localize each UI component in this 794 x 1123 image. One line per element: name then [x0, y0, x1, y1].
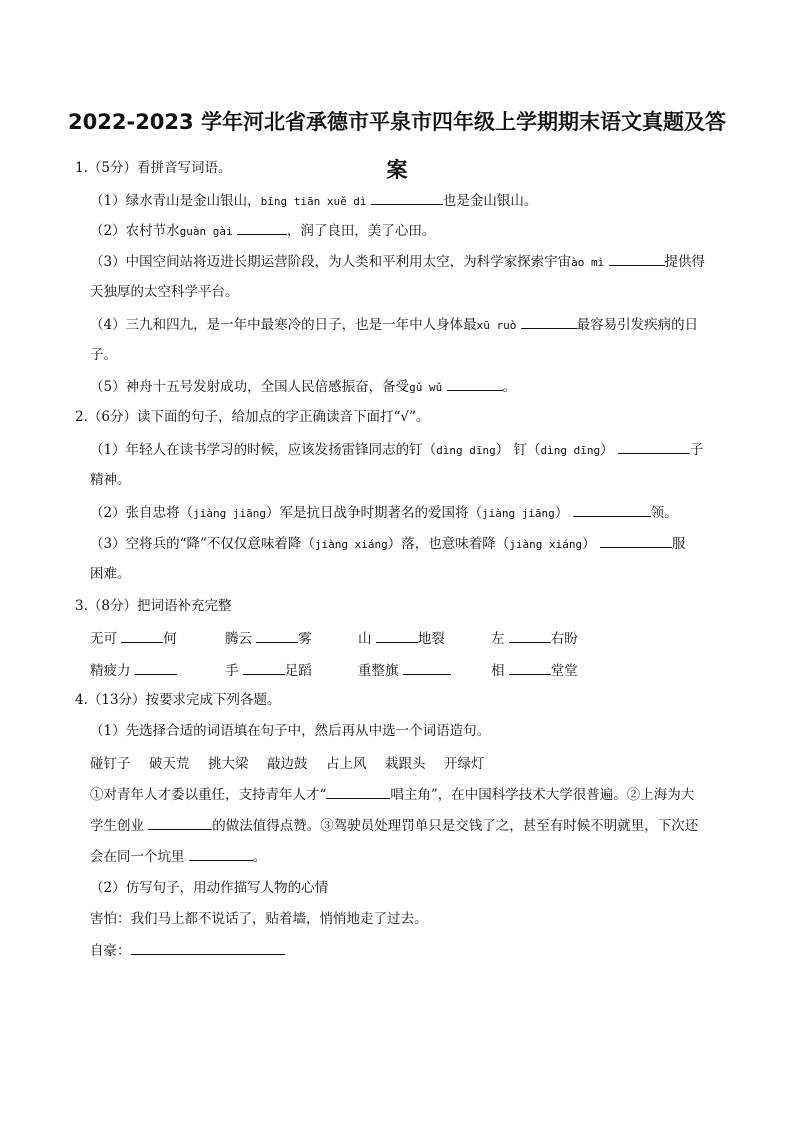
q2-item-1-text-end: 子 — [689, 442, 704, 458]
q3-cell-post: 堂堂 — [550, 663, 578, 679]
q1-item-3-pinyin: ào mì — [571, 256, 605, 269]
q4-s1-text: ①对青年人才委以重任，支持青年人才“ — [90, 787, 327, 803]
title-line-1: 2022-2023 学年河北省承德市平泉市四年级上学期期末语文真题及答 — [68, 110, 726, 134]
q2-item-2-blank[interactable] — [573, 502, 651, 517]
q1-item-5 — [90, 376, 516, 398]
q2-item-3-text-end: 服 — [671, 536, 686, 552]
q4-s3-blank[interactable] — [189, 846, 253, 861]
q2-item-1 — [90, 439, 703, 461]
title-line-2: 案 — [386, 158, 408, 182]
q4-s3-text-end: 。 — [252, 849, 267, 865]
q4-sub-2: （2）仿写句子，用动作描写人物的心情 — [90, 880, 329, 896]
q2-item-2-pinyin-2: jiàng jiāng — [481, 507, 555, 520]
q1-item-1-blank[interactable] — [371, 190, 443, 205]
q4-sentence-3 — [90, 846, 266, 867]
q2-item-2-text-end: 领。 — [650, 505, 678, 521]
q4-s2-blank[interactable] — [148, 815, 212, 830]
q3-heading: 3.（8分）把词语补充完整 — [75, 598, 232, 614]
q4-sub-1: （1）先选择合适的词语填在句子中，然后再从中选一个词语造句。 — [90, 723, 491, 739]
q2-item-2 — [90, 502, 678, 524]
word-option[interactable]: 破天荒 — [149, 756, 190, 772]
q2-item-3-paren: ） — [582, 536, 596, 552]
q1-item-4-cont: 子。 — [90, 347, 117, 363]
q1-item-3 — [90, 251, 705, 273]
q3-blank[interactable] — [121, 628, 163, 643]
q4-s1-blank[interactable] — [326, 784, 390, 799]
q2-item-3-blank[interactable] — [600, 533, 672, 548]
q3-cell-post: 足蹈 — [284, 663, 312, 679]
q3-cell — [491, 659, 578, 679]
q2-item-3-pinyin-1: jiàng xiáng — [314, 538, 388, 551]
q2-item-1-cont: 精神。 — [90, 472, 131, 488]
q3-cell-pre: 相 — [491, 663, 505, 679]
q3-cell — [358, 659, 451, 679]
q4-example: 害怕：我们马上都不说话了，贴着墙，悄悄地走了过去。 — [90, 911, 428, 927]
q3-blank[interactable] — [403, 660, 451, 675]
q3-cell-post: 右盼 — [550, 631, 578, 647]
q2-item-3 — [90, 533, 685, 555]
q4-sentence-1 — [90, 784, 694, 805]
q3-cell-pre: 手 — [225, 663, 239, 679]
q3-cell-pre: 无可 — [90, 631, 117, 647]
page-title — [60, 98, 734, 194]
q3-cell-post: 雾 — [298, 631, 312, 647]
q1-item-2-text-end: ，润了良田，美了心田。 — [286, 223, 436, 239]
q1-item-4-pinyin: xū ruò — [476, 319, 517, 332]
q2-item-1-pinyin-2: dìng dīng — [540, 444, 601, 457]
q1-item-3-text: （3）中国空间站将迈进长期运营阶段，为人类和平利用太空，为科学家探索宇宙 — [90, 254, 572, 270]
q4-s2-text-end: 的做法值得点赞。③驾驶员处理罚单只是交钱了之，甚至有时候不明就里，下次还 — [212, 818, 699, 834]
q1-item-2-pinyin: guàn gài — [179, 225, 233, 238]
word-option[interactable]: 碰钉子 — [90, 756, 131, 772]
word-option[interactable]: 挑大梁 — [208, 756, 249, 772]
q2-item-1-text-mid: ） 钉（ — [495, 442, 541, 458]
q4-s2-text: 学生创业 — [90, 818, 144, 834]
q2-item-3-text: （3）空将兵的“降”不仅仅意味着降（ — [90, 536, 315, 552]
q2-item-1-pinyin-1: dìng dīng — [436, 444, 496, 457]
q2-item-3-text-mid: ）落，也意味着降（ — [387, 536, 510, 552]
q2-item-2-text-mid: ）军是抗日战争时期著名的爱国将（ — [265, 505, 482, 521]
q3-blank[interactable] — [135, 660, 177, 675]
q3-cell — [225, 627, 312, 647]
word-option[interactable]: 敲边鼓 — [267, 756, 308, 772]
q3-cell — [90, 659, 177, 679]
q2-item-2-paren: ） — [554, 505, 569, 521]
q2-item-2-text: （2）张自忠将（ — [90, 505, 194, 521]
q3-cell-pre: 精疲力 — [90, 663, 131, 679]
word-option[interactable]: 栽跟头 — [385, 756, 426, 772]
q3-row-1 — [90, 627, 730, 647]
q4-answer-line — [90, 940, 285, 961]
q4-word-bank — [90, 752, 510, 772]
q2-heading: 2.（6分）读下面的句子，给加点的字正确读音下面打“√”。 — [75, 409, 430, 425]
q3-cell-pre: 重整旗 — [358, 663, 399, 679]
q4-heading: 4.（13分）按要求完成下列各题。 — [75, 692, 281, 708]
q3-blank[interactable] — [509, 628, 551, 643]
q1-item-3-blank[interactable] — [609, 251, 665, 266]
q4-s1-text-end: 唱主角”，在中国科学技术大学很普遍。②上海为大 — [390, 787, 695, 803]
q3-blank[interactable] — [376, 628, 418, 643]
q1-item-5-pinyin: gǔ wǔ — [409, 381, 443, 394]
q4-answer-label: 自豪： — [90, 943, 131, 959]
q2-item-1-text: （1）年轻人在读书学习的时候，应该发扬雷锋同志的钉（ — [90, 442, 437, 458]
q3-row-2 — [90, 659, 730, 679]
q2-item-1-blank[interactable] — [618, 439, 690, 454]
q1-item-1-text: （1）绿水青山是金山银山， — [90, 193, 261, 209]
word-option[interactable]: 开绿灯 — [444, 756, 485, 772]
q1-item-1-text-end: 也是金山银山。 — [442, 193, 538, 209]
q1-item-4-text-end: 最容易引发疾病的日 — [576, 317, 699, 333]
q3-cell — [225, 659, 312, 679]
q1-item-5-blank[interactable] — [447, 376, 503, 391]
q1-item-3-text-end: 提供得 — [664, 254, 706, 270]
q1-item-3-cont: 天独厚的太空科学平台。 — [90, 284, 239, 300]
q2-item-3-cont: 困难。 — [90, 566, 131, 582]
q4-s3-text: 会在同一个坑里 — [90, 849, 185, 865]
q3-cell-pre: 腾云 — [225, 631, 252, 647]
q1-item-4-blank[interactable] — [521, 314, 577, 329]
q3-cell-pre: 左 — [491, 631, 505, 647]
word-option[interactable]: 占上风 — [326, 756, 367, 772]
q2-item-1-paren: ） — [600, 442, 614, 458]
q3-cell — [491, 627, 578, 647]
q3-cell-post: 地裂 — [417, 631, 445, 647]
q4-answer-blank[interactable] — [131, 940, 285, 955]
q3-cell — [358, 627, 445, 647]
q3-blank[interactable] — [509, 660, 551, 675]
q1-item-2-blank[interactable] — [237, 220, 287, 235]
q3-cell-pre: 山 — [358, 631, 372, 647]
q2-item-3-pinyin-2: jiàng xiáng — [509, 538, 583, 551]
q1-item-2-text: （2）农村节水 — [90, 223, 180, 239]
q3-blank[interactable] — [256, 628, 298, 643]
q1-heading: 1.（5分）看拼音写词语。 — [75, 160, 232, 176]
q4-sentence-2 — [90, 815, 698, 836]
q1-item-1-pinyin: bīng tiān xuě dì — [260, 195, 367, 208]
q3-cell — [90, 627, 177, 647]
q3-blank[interactable] — [243, 660, 285, 675]
q2-item-2-pinyin-1: jiàng jiāng — [193, 507, 266, 520]
q1-item-5-text-end: 。 — [502, 379, 517, 395]
q1-item-1 — [90, 190, 537, 212]
q3-cell-post: 何 — [163, 631, 177, 647]
q1-item-5-text: （5）神舟十五号发射成功，全国人民倍感振奋，备受 — [90, 379, 410, 395]
q1-item-4 — [90, 314, 698, 336]
q1-item-2 — [90, 220, 435, 242]
q1-item-4-text: （4）三九和四九，是一年中最寒冷的日子，也是一年中人身体最 — [90, 317, 477, 333]
